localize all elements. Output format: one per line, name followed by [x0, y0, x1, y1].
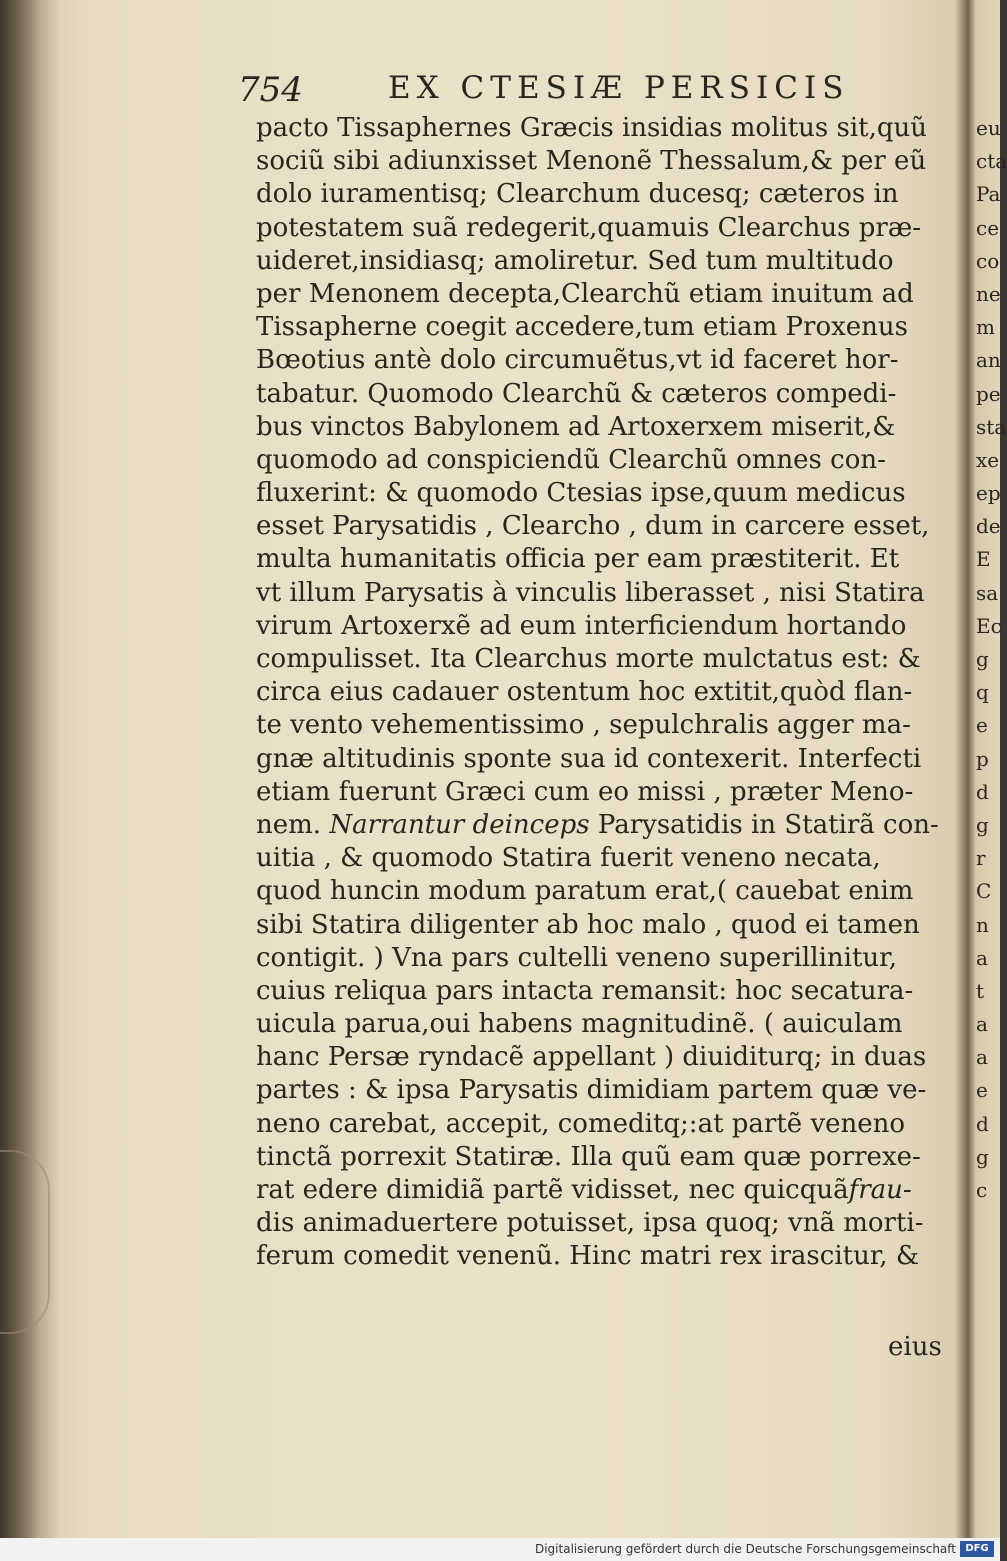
text-line: quod huncin modum paratum erat,( cauebat enim	[256, 876, 914, 907]
text-line: Tissapherne coegit accedere,tum etiam Proxenus	[256, 312, 908, 343]
text-line: per Menonem decepta,Clearchũ etiam inuitum ad	[256, 278, 914, 309]
fragment: a	[976, 945, 988, 970]
line-start: nem.	[256, 809, 322, 840]
fragment: g	[976, 647, 989, 671]
dfg-logo: DFG	[960, 1541, 994, 1557]
italic-phrase: Narrantur deinceps	[329, 809, 590, 840]
fragment: de	[976, 514, 1001, 539]
text-line: quomodo ad conspiciendũ Clearchũ omnes con-	[256, 444, 886, 475]
text-line: multa humanitatis officia per eam præstiterit. Et	[256, 544, 900, 575]
fragment: co	[976, 248, 1000, 273]
text-line: cuius reliqua pars intacta remansit: hoc secatura-	[256, 975, 914, 1006]
fragment: ne	[976, 281, 1001, 306]
fragment: a	[976, 1045, 988, 1070]
fragment: d	[976, 779, 989, 804]
text-line: uideret,insidiasq; amoliretur. Sed tum multitudo	[256, 245, 894, 276]
text-line: pacto Tissaphernes Græcis insidias molitus sit,quũ	[256, 113, 928, 143]
fragment: e	[976, 713, 988, 738]
fragment: a	[976, 1012, 988, 1037]
text-line: tinctã porrexit Statiræ. Illa quũ eam quæ porrexe-	[256, 1141, 921, 1172]
text-line: uicula parua,oui habens magnitudinẽ. ( auiculam	[256, 1009, 903, 1040]
italic-word: frau-	[848, 1175, 912, 1205]
fragment: n	[976, 912, 989, 937]
fragment: p	[976, 746, 989, 771]
text-line: hanc Persæ ryndacẽ appellant ) diuiditurq; in duas	[256, 1042, 927, 1073]
fragment: m	[976, 315, 995, 340]
fragment: sta	[976, 414, 1007, 439]
fragment: g	[976, 812, 989, 837]
text-line: potestatem suã redegerit,quamuis Clearchus præ-	[256, 212, 922, 243]
line-rest: Parysatidis in Statirã con-	[589, 809, 939, 840]
text-line: bus vinctos Babylonem ad Artoxerxem miserit,&	[256, 411, 896, 442]
text-line: te vento vehementissimo , sepulchralis agger ma-	[256, 710, 911, 741]
fragment: d	[976, 1111, 989, 1136]
text-line: gnæ altitudinis sponte sua id contexerit. Interfecti	[256, 743, 922, 774]
fragment: sa	[976, 580, 999, 605]
text-line: virum Artoxerxẽ ad eum interficiendum hortando	[256, 610, 907, 641]
text-line: esset Parysatidis , Clearcho , dum in carcere esset,	[256, 511, 930, 542]
text-line: tabatur. Quomodo Clearchũ & cæteros compedi-	[256, 378, 897, 409]
funding-notice: Digitalisierung gefördert durch die Deutsche Forschungsgemeinschaft	[534, 1542, 956, 1556]
fragment: eu	[976, 116, 1001, 140]
fragment: Pa	[976, 182, 1001, 207]
catchword: eius	[888, 1332, 942, 1362]
fragment: q	[976, 680, 989, 705]
text-line: contigit. ) Vna pars cultelli veneno superillinitur,	[256, 942, 897, 973]
running-head: EX CTESIÆ PERSICIS	[388, 70, 850, 106]
fragment: t	[976, 978, 985, 1003]
text-line: etiam fuerunt Græci cum eo missi , præter Meno-	[256, 776, 914, 807]
fragment: pe	[976, 381, 1001, 406]
line-start: rat edere dimidiã partẽ vidisset, nec quicquã	[256, 1175, 849, 1205]
text-line: partes : & ipsa Parysatis dimidiam partem quæ ve-	[256, 1075, 927, 1106]
page-header	[238, 70, 878, 114]
text-line: sociũ sibi adiunxisset Menonẽ Thessalum,& per eũ	[256, 146, 927, 177]
text-line: dolo iuramentisq; Clearchum ducesq; cæteros in	[256, 179, 899, 210]
text-line: dis animaduertere potuisset, ipsa quoq; vnã morti-	[256, 1208, 924, 1239]
text-line: vt illum Parysatis à vinculis liberasset , nisi Statira	[256, 577, 925, 608]
fragment: C	[976, 879, 992, 904]
text-line	[256, 809, 946, 842]
fragment: ce	[976, 215, 1000, 240]
text-line: ferum comedit venenũ. Hinc matri rex irascitur, &	[256, 1241, 920, 1272]
fragment: e	[976, 1078, 988, 1103]
fragment: ep	[976, 481, 1001, 506]
body-text	[256, 112, 946, 1274]
fragment: E	[976, 547, 991, 572]
page-number: 754	[238, 70, 303, 110]
fragment: g	[976, 1144, 989, 1169]
fragment: xe	[976, 447, 1000, 472]
text-line	[256, 1174, 946, 1207]
text-line: circa eius cadauer ostentum hoc extitit,quòd flan-	[256, 677, 913, 708]
text-line: sibi Statira diligenter ab hoc malo , quod ei tamen	[256, 909, 920, 940]
fragment: c	[976, 1178, 988, 1202]
fragment: an	[976, 348, 1001, 373]
text-line: uitia , & quomodo Statira fuerit veneno necata,	[256, 843, 881, 874]
fragment: cta	[976, 149, 1007, 174]
fragment: Ec	[976, 613, 1002, 638]
facing-page-fragments	[976, 112, 1007, 1207]
text-line: Bœotius antè dolo circumuẽtus,vt id faceret hor-	[256, 345, 899, 376]
fragment: r	[976, 846, 986, 871]
text-line: neno carebat, accepit, comeditq;:at partẽ veneno	[256, 1108, 906, 1139]
page-clip	[0, 1150, 50, 1334]
text-line: compulisset. Ita Clearchus morte mulctatus est: &	[256, 644, 921, 674]
footer-bar	[0, 1538, 1000, 1561]
text-line: fluxerint: & quomodo Ctesias ipse,quum medicus	[256, 478, 906, 509]
